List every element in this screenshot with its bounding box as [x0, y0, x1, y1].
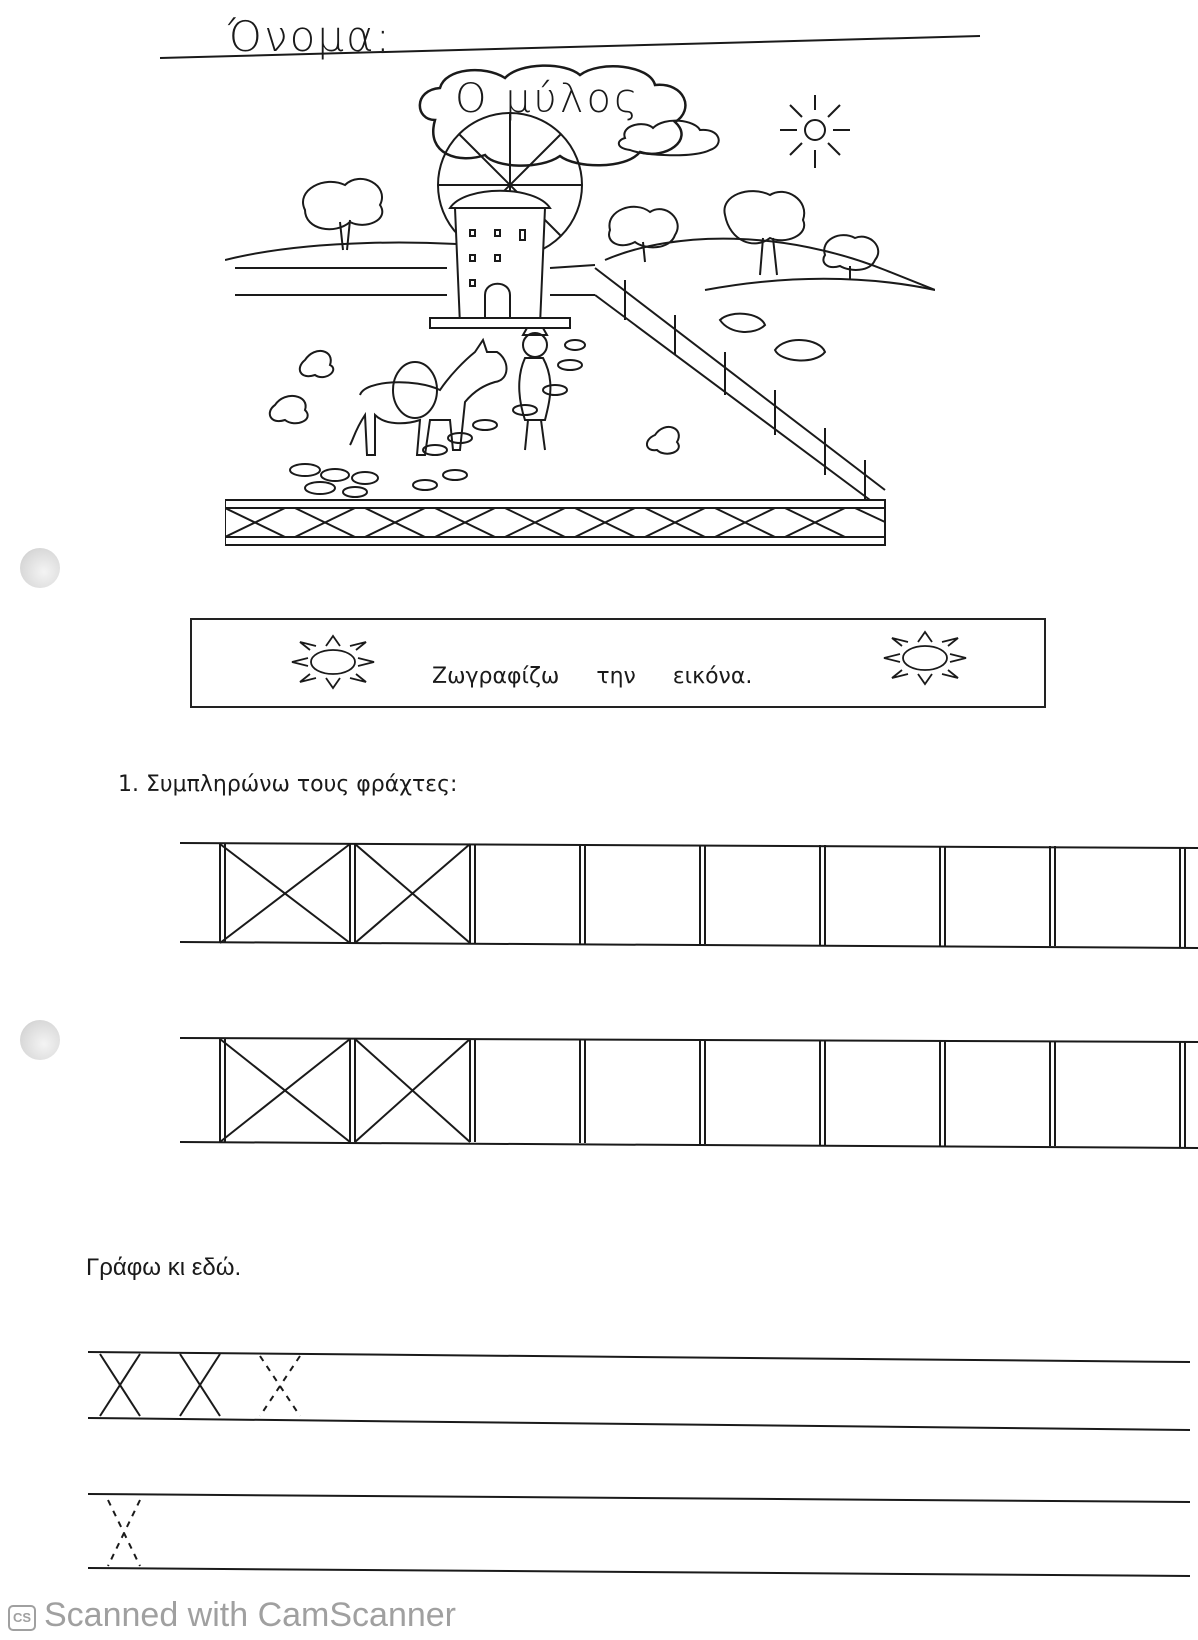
- donkey-icon: [350, 340, 507, 455]
- front-fence-icon: [225, 500, 885, 545]
- side-fence-icon: [595, 268, 885, 500]
- handwriting-practice-area[interactable]: [80, 1330, 1198, 1590]
- tree-icon: [303, 179, 382, 250]
- windmill-tower-icon: [430, 191, 570, 328]
- fence-tracing-row-2[interactable]: [180, 1030, 1198, 1150]
- tree-icon: [724, 191, 804, 275]
- sun-decoration-left-icon: [288, 632, 378, 692]
- sun-decoration-right-icon: [880, 628, 970, 688]
- punch-hole-top: [20, 548, 60, 588]
- stone-path-icon: [290, 340, 585, 497]
- punch-hole-bottom: [20, 1020, 60, 1060]
- fence-tracing-row-1[interactable]: [180, 830, 1198, 950]
- scanner-watermark-text: Scanned with CamScanner: [44, 1596, 457, 1634]
- exercise-2-prompt: Γράφω κι εδώ.: [86, 1254, 242, 1281]
- windmill-scene-illustration: [225, 90, 935, 590]
- instruction-text: Ζωγραφίζω την εικόνα.: [432, 664, 753, 689]
- farmer-icon: [519, 328, 550, 450]
- name-label: Όνομα:: [228, 12, 392, 61]
- worksheet-title: Ο μύλος: [455, 76, 641, 122]
- sun-icon: [780, 95, 850, 168]
- camscanner-logo: CS: [8, 1605, 36, 1631]
- exercise-1-prompt: 1. Συμπληρώνω τους φράχτες:: [118, 772, 458, 797]
